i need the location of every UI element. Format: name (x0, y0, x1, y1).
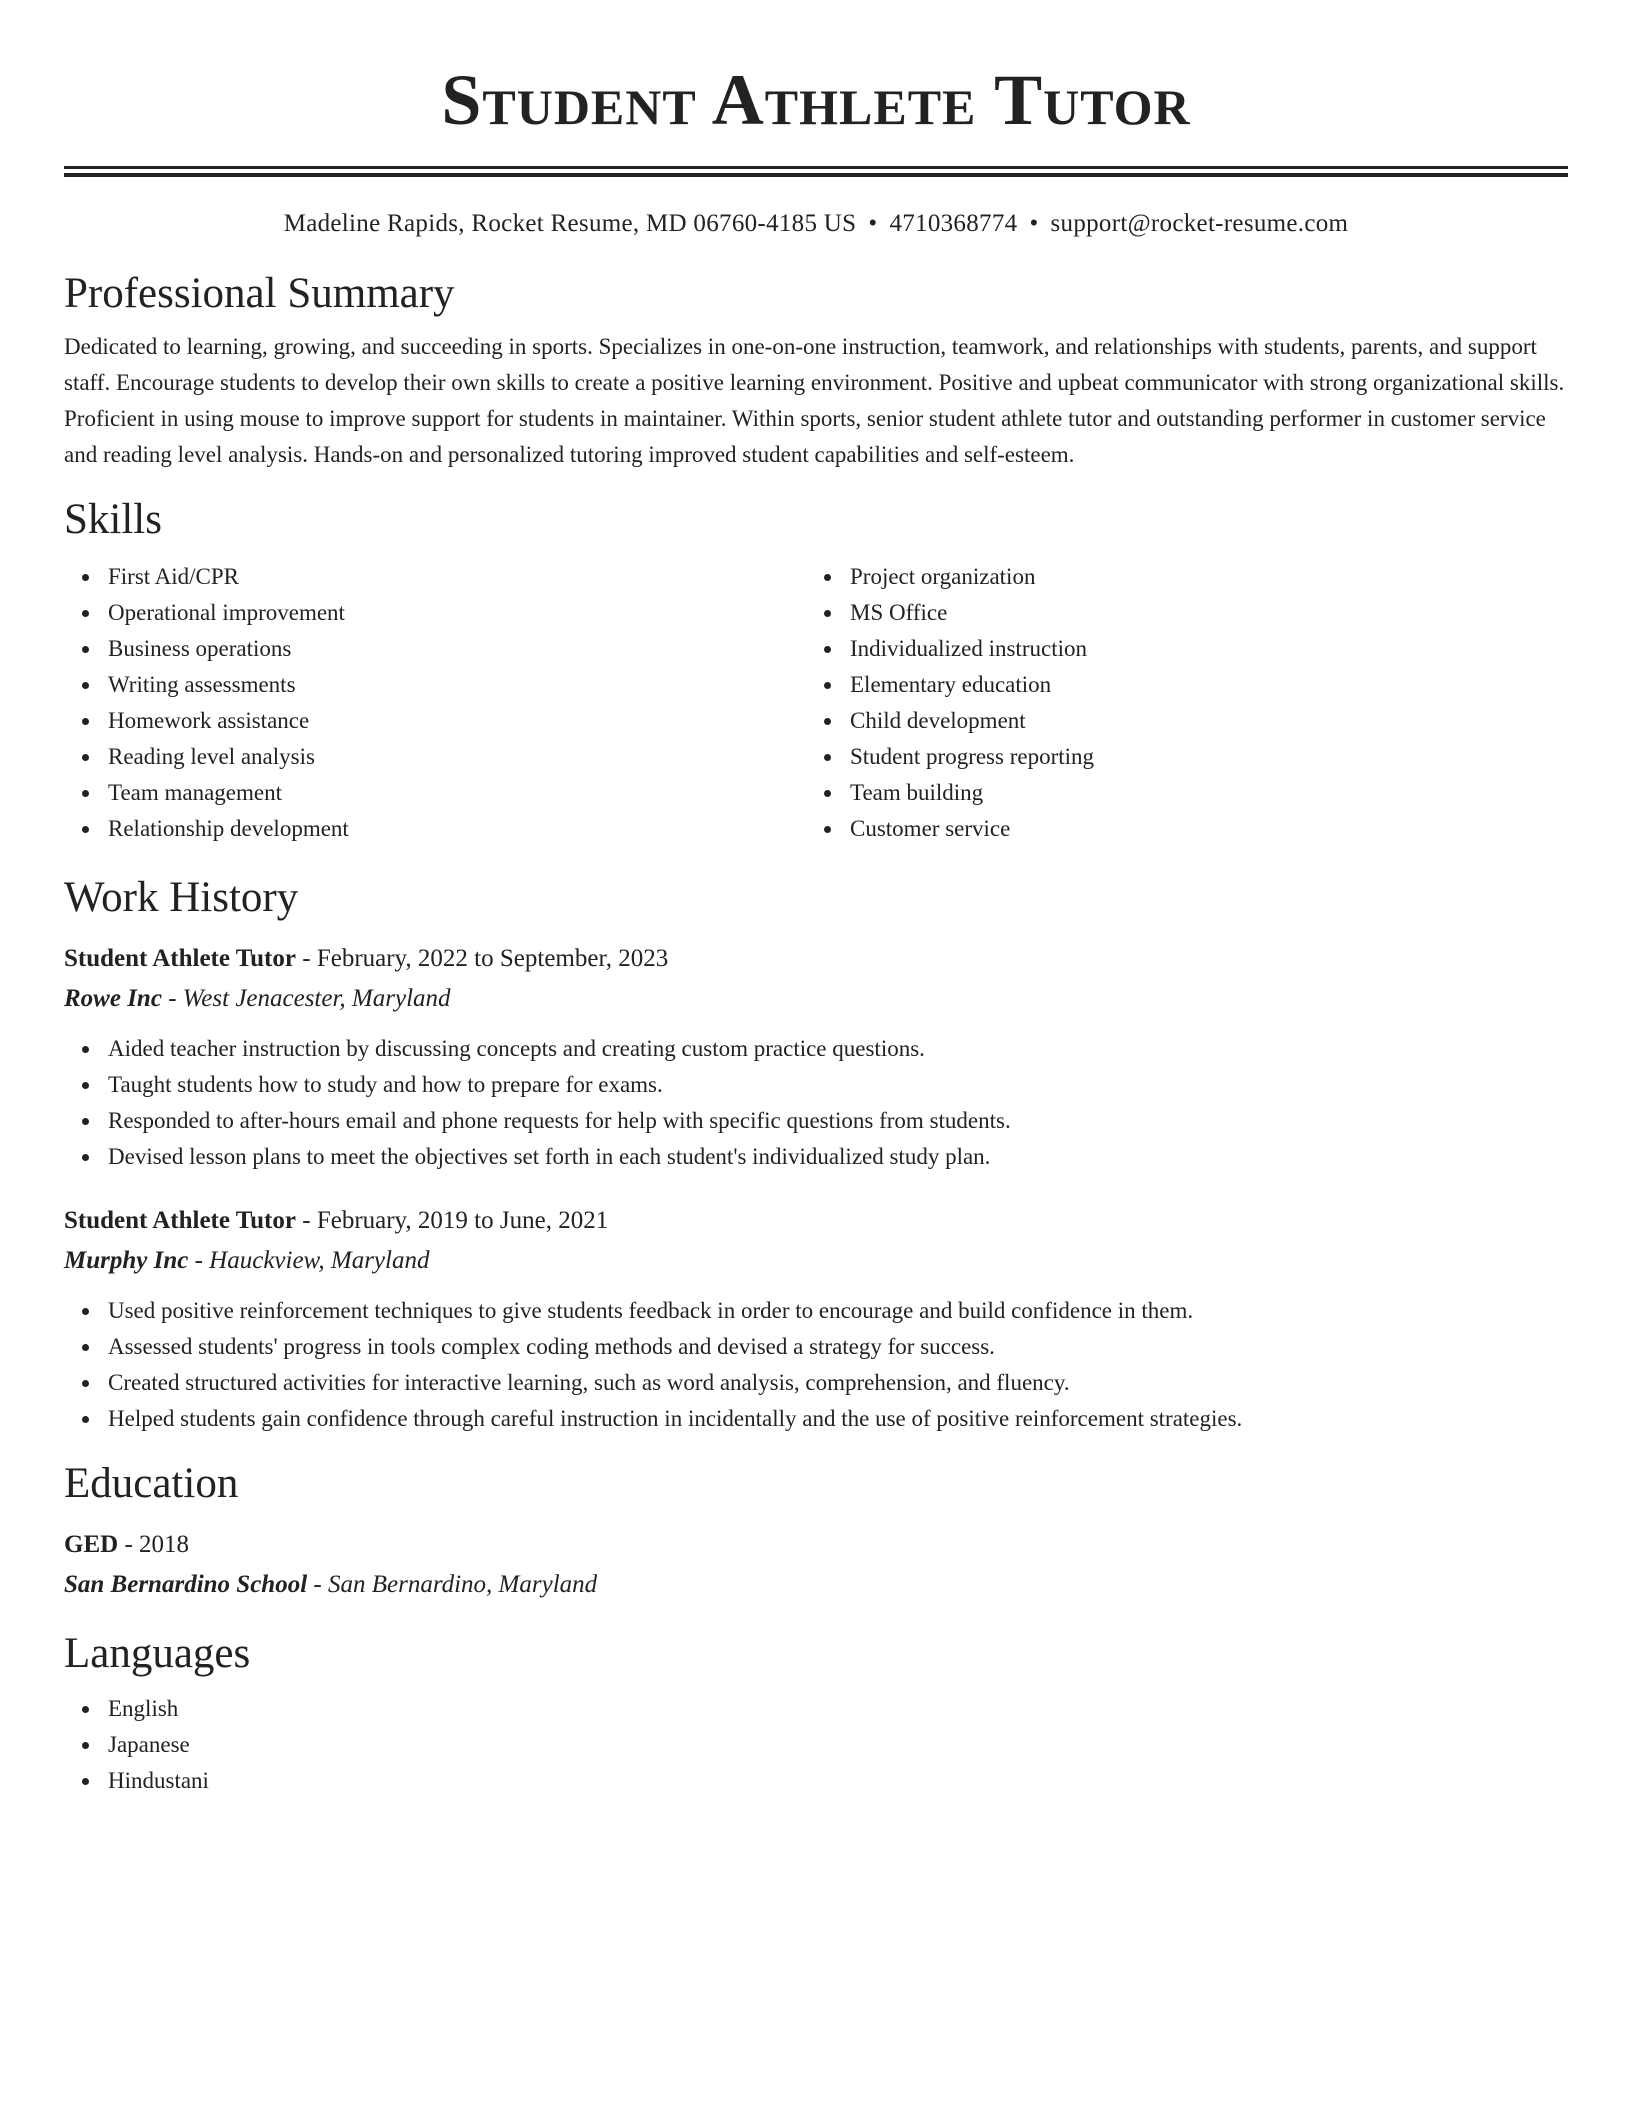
skill-item: Operational improvement (108, 595, 806, 631)
employer-dash: - (188, 1247, 210, 1274)
section-title-skills: Skills (64, 496, 162, 543)
contact-separator: • (1029, 210, 1039, 237)
header-divider (64, 166, 1568, 177)
job-role: Student Athlete Tutor (64, 1207, 296, 1234)
job-dash: - (295, 1207, 317, 1234)
employer-name: Murphy Inc (64, 1247, 189, 1274)
employer-location: Hauckview, Maryland (209, 1247, 430, 1274)
summary-text: Dedicated to learning, growing, and succeeding in sports. Specializes in one-on-one instruction, teamwork, and relationships with students, parents, and support staff. Encourage students to develop their own skills to create a positive learning environment. Positive and upbeat communicator with strong organizational skills. Proficient in using mouse to improve support for students in maintainer. Within sports, senior student athlete tutor and outstanding performer in customer service and reading level analysis. Hands-on and personalized tutoring improved student capabilities and self-esteem. (64, 334, 1565, 467)
job-duty-item: Devised lesson plans to meet the objectives set forth in each student's individualized study plan. (108, 1139, 1568, 1175)
skill-item: Business operations (108, 631, 806, 667)
language-item: Japanese (108, 1727, 1568, 1763)
contact-address: Madeline Rapids, Rocket Resume, MD 06760-4185 US (283, 210, 857, 237)
skills-list-left (64, 559, 806, 847)
language-item: Hindustani (108, 1763, 1568, 1799)
section-title-languages: Languages (64, 1630, 251, 1677)
section-title-summary: Professional Summary (64, 270, 455, 317)
job-dates: February, 2022 to September, 2023 (316, 945, 669, 972)
section-title-work-history: Work History (64, 874, 299, 921)
skills-list-right (806, 559, 1548, 847)
school-name: San Bernardino School (64, 1571, 308, 1598)
contact-separator: • (868, 210, 878, 237)
skills-column-right (806, 559, 1548, 847)
skill-item: Relationship development (108, 811, 806, 847)
employer-name: Rowe Inc (64, 985, 162, 1012)
job-duty-item: Helped students gain confidence through careful instruction in incidentally and the use of positive reinforcement strategies. (108, 1401, 1568, 1437)
skill-item: Child development (850, 703, 1548, 739)
employer-line (64, 979, 1568, 1019)
job-duty-item: Created structured activities for interactive learning, such as word analysis, comprehension, and fluency. (108, 1365, 1568, 1401)
language-item: English (108, 1691, 1568, 1727)
job-duty-item: Aided teacher instruction by discussing concepts and creating custom practice questions. (108, 1031, 1568, 1067)
job-title-line (64, 1201, 1568, 1241)
degree-dash: - (118, 1531, 140, 1558)
job-duties-list (64, 1293, 1568, 1437)
contact-phone: 4710368774 (889, 210, 1018, 237)
job-dash: - (295, 945, 317, 972)
skill-item: Team building (850, 775, 1548, 811)
school-dash: - (307, 1571, 328, 1598)
skill-item: Homework assistance (108, 703, 806, 739)
section-title-education: Education (64, 1460, 239, 1507)
job-duty-item: Used positive reinforcement techniques to give students feedback in order to encourage and build confidence in them. (108, 1293, 1568, 1329)
skill-item: Student progress reporting (850, 739, 1548, 775)
skill-item: Writing assessments (108, 667, 806, 703)
contact-email: support@rocket-resume.com (1050, 210, 1349, 237)
skill-item: Team management (108, 775, 806, 811)
skill-item: Project organization (850, 559, 1548, 595)
employer-line (64, 1241, 1568, 1281)
job-entry (64, 939, 1568, 1175)
job-title-line (64, 939, 1568, 979)
degree-year: 2018 (139, 1531, 190, 1558)
job-duty-item: Responded to after-hours email and phone requests for help with specific questions from students. (108, 1103, 1568, 1139)
job-duty-item: Taught students how to study and how to prepare for exams. (108, 1067, 1568, 1103)
degree-name: GED (64, 1531, 119, 1558)
education-entry (64, 1525, 1568, 1605)
employer-location: West Jenacester, Maryland (182, 985, 451, 1012)
employer-dash: - (161, 985, 183, 1012)
degree-line (64, 1525, 1568, 1565)
skill-item: MS Office (850, 595, 1548, 631)
job-duties-list (64, 1031, 1568, 1175)
school-location: San Bernardino, Maryland (327, 1571, 598, 1598)
job-duty-item: Assessed students' progress in tools complex coding methods and devised a strategy for success. (108, 1329, 1568, 1365)
skill-item: Reading level analysis (108, 739, 806, 775)
job-entry (64, 1201, 1568, 1437)
skill-item: Individualized instruction (850, 631, 1548, 667)
skill-item: First Aid/CPR (108, 559, 806, 595)
skill-item: Customer service (850, 811, 1548, 847)
skill-item: Elementary education (850, 667, 1548, 703)
contact-line (64, 207, 1568, 241)
skills-grid (64, 559, 1568, 847)
languages-list (64, 1691, 1568, 1799)
skills-column-left (64, 559, 806, 847)
candidate-name: Student Athlete Tutor (441, 60, 1191, 140)
job-dates: February, 2019 to June, 2021 (316, 1207, 609, 1234)
job-role: Student Athlete Tutor (64, 945, 296, 972)
school-line (64, 1565, 1568, 1605)
